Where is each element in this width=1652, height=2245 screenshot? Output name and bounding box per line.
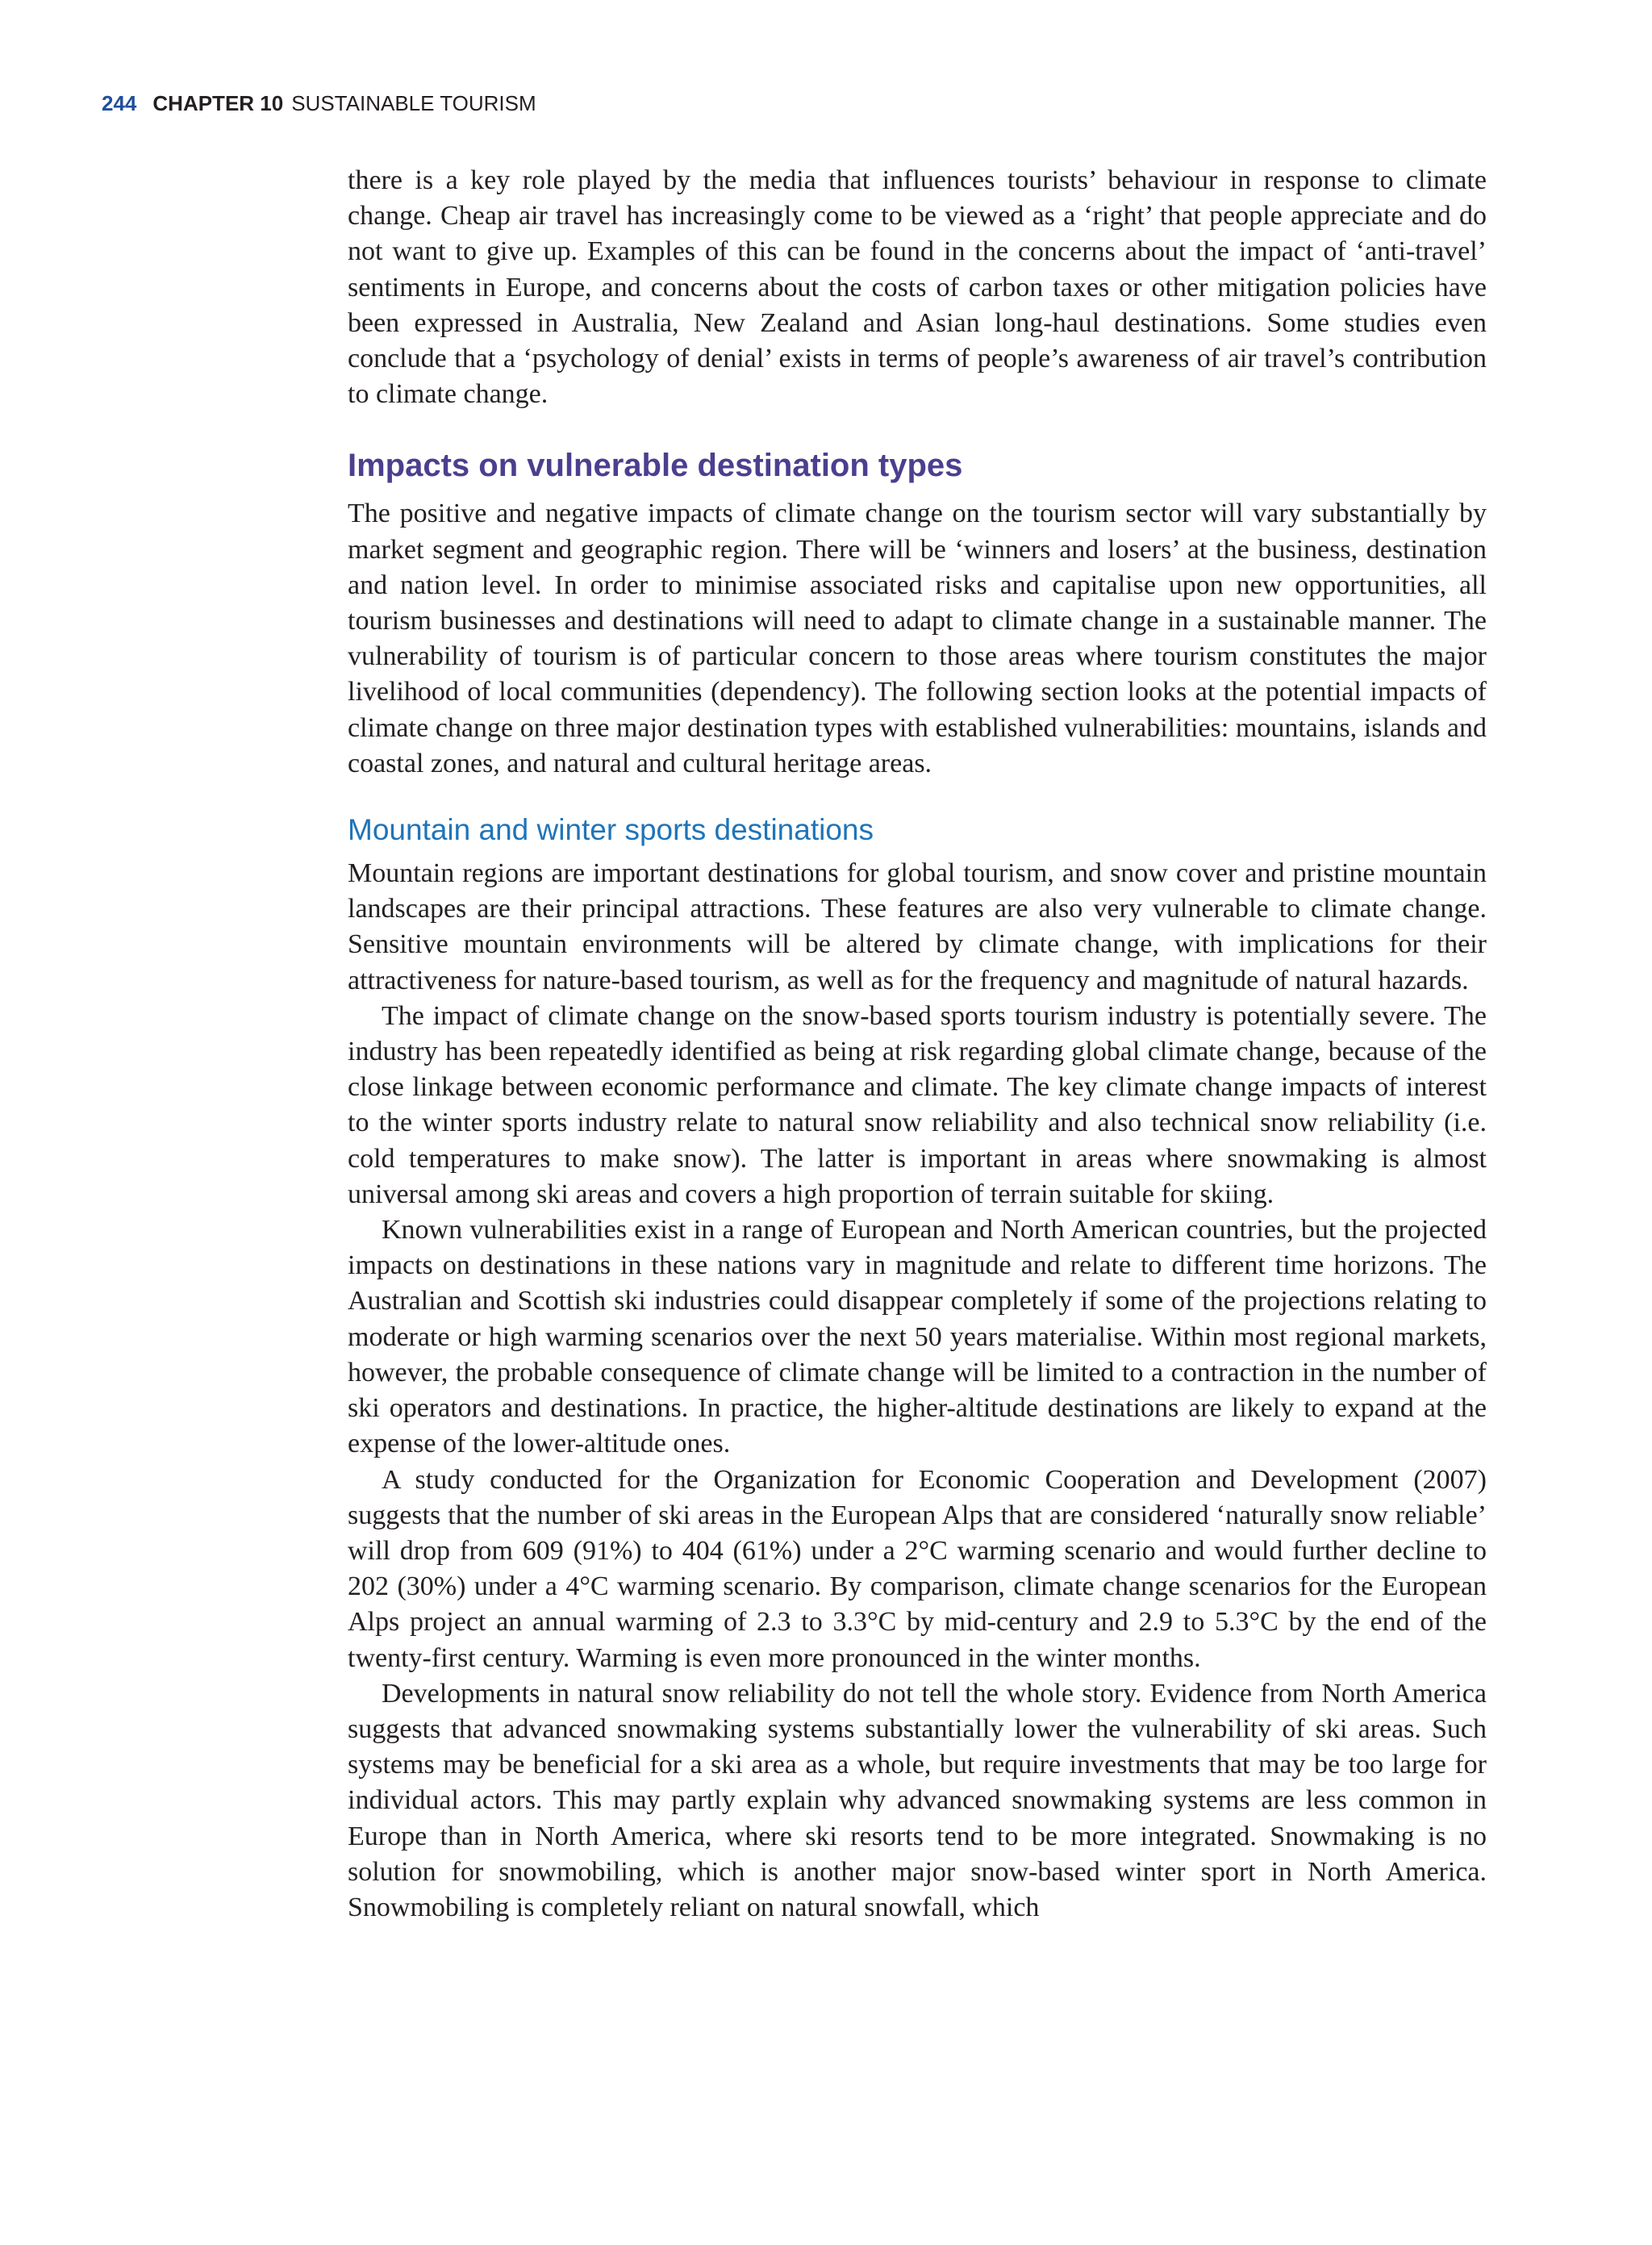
mountain-paragraph-4: A study conducted for the Organization for Economic Cooperation and Development (2007) suggests that the number of ski areas in the European Alps that are considered ‘naturally snow reliable’ will drop from 609 (91%) to 404 (61%) under a 2°C warming scenario and would further decline to 202 (30%) under a 4°C warming scenario. By comparison, climate change scenarios for the European Alps project an annual warming of 2.3 to 3.3°C by mid-century and 2.9 to 5.3°C by the end of the twenty-first century. Warming is even more pronounced in the winter months. (348, 1464, 1487, 1673)
mountain-paragraph-2: The impact of climate change on the snow-based sports tourism industry is potentially severe. The industry has been repeatedly identified as being at risk regarding global climate change, because of the close linkage between economic performance and climate. The key climate change impacts of interest to the winter sports industry relate to natural snow reliability and also technical snow reliability (i.e. cold temperatures to make snow). The latter is important in areas where snowmaking is almost universal among ski areas and covers a high proportion of terrain suitable for skiing. (348, 1000, 1487, 1209)
chapter-label: CHAPTER 10 (152, 91, 284, 115)
running-head (102, 89, 536, 118)
page-number: 244 (102, 91, 137, 115)
subsection-heading: Mountain and winter sports destinations (348, 813, 874, 847)
mountain-paragraph-3: Known vulnerabilities exist in a range of European and North American countries, but the projected impacts on destinations in these nations vary in magnitude and relate to different time horizons. The Australian and Scottish ski industries could disappear completely if some of the projections relating to moderate or high warming scenarios over the next 50 years materialise. Within most regional markets, however, the probable consequence of climate change will be limited to a contraction in the number of ski operators and destinations. In practice, the higher-altitude destinations are likely to expand at the expense of the lower-altitude ones. (348, 1215, 1487, 1459)
mountain-paragraph-1: Mountain regions are important destinations for global tourism, and snow cover and pristine mountain landscapes are their principal attractions. These features are also very vulnerable to climate change. Sensitive mountain environments will be altered by climate change, with implications for their attractiveness for nature-based tourism, as well as for the frequency and magnitude of natural hazards. (348, 858, 1487, 995)
mountain-paragraph-5: Developments in natural snow reliability do not tell the whole story. Evidence from North America suggests that advanced snowmaking systems substantially lower the vulnerability of ski areas. Such systems may be beneficial for a ski area as a whole, but require investments that may be too large for individual actors. This may partly explain why advanced snowmaking systems are less common in Europe than in North America, where ski resorts tend to be more integrated. Snowmaking is no solution for snowmobiling, which is another major snow-based winter sport in North America. Snowmobiling is completely reliant on natural snowfall, which (348, 1678, 1487, 1922)
intro-paragraph: there is a key role played by the media that influences tourists’ behaviour in response to climate change. Cheap air travel has increasingly come to be viewed as a ‘right’ that people appreciate and do not want to give up. Examples of this can be found in the concerns about the impact of ‘anti-travel’ sentiments in Europe, and concerns about the costs of carbon taxes or other mitigation policies have been expressed in Australia, New Zealand and Asian long-haul destinations. Some studies even conclude that a ‘psychology of denial’ exists in terms of people’s awareness of air travel’s contribution to climate change. (348, 165, 1487, 410)
impacts-paragraph: The positive and negative impacts of climate change on the tourism sector will vary substantially by market segment and geographic region. There will be ‘winners and losers’ at the business, destination and nation level. In order to minimise associated risks and capitalise upon new opportunities, all tourism businesses and destinations will need to adapt to climate change in a sustainable manner. The vulnerability of tourism is of particular concern to those areas where tourism constitutes the major livelihood of local communities (dependency). The following section looks at the potential impacts of climate change on three major destination types with established vulnerabilities: mountains, islands and coastal zones, and natural and cultural heritage areas. (348, 499, 1487, 778)
page-body (348, 163, 1487, 1926)
section-heading: Impacts on vulnerable destination types (348, 448, 963, 484)
chapter-title: SUSTAINABLE TOURISM (291, 91, 536, 115)
